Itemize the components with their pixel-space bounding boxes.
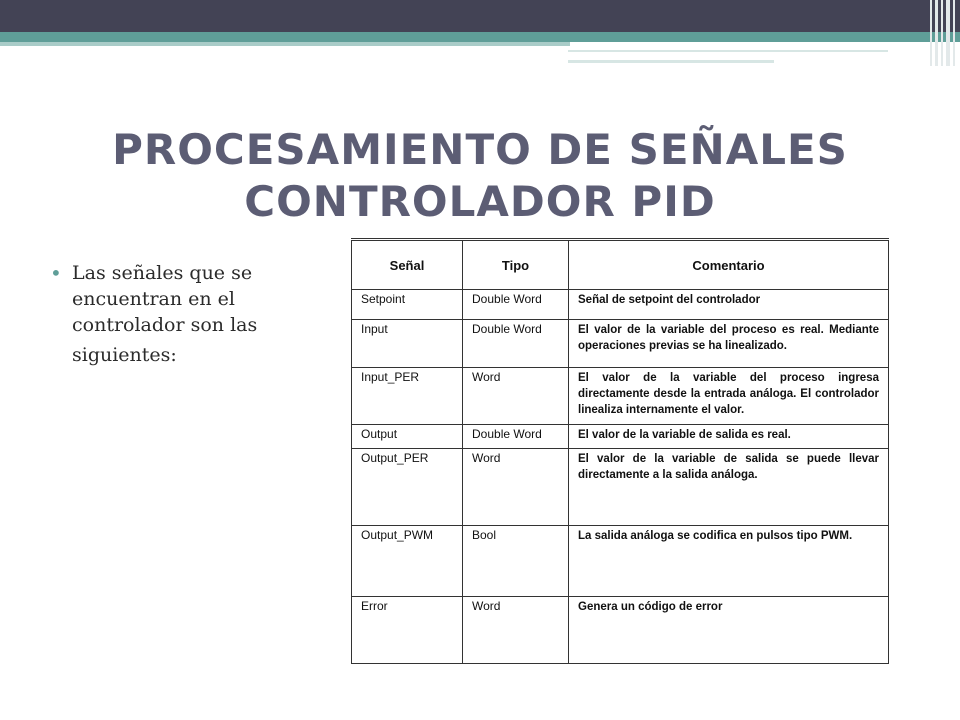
type-cell: Word bbox=[463, 368, 569, 425]
table-row bbox=[352, 449, 889, 526]
column-header-type: Tipo bbox=[463, 240, 569, 290]
signal-cell: Output_PWM bbox=[352, 526, 463, 597]
bullet-text-line: encuentran en el bbox=[72, 288, 236, 310]
table-row bbox=[352, 425, 889, 449]
slide-title-line2: CONTROLADOR PID bbox=[244, 177, 716, 226]
column-header-comment: Comentario bbox=[569, 240, 889, 290]
slide-title-line1: PROCESAMIENTO DE SEÑALES bbox=[112, 125, 848, 174]
slide-title bbox=[0, 124, 960, 228]
top-bar-line bbox=[568, 60, 774, 63]
type-cell: Word bbox=[463, 597, 569, 664]
comment-cell: Genera un código de error bbox=[569, 597, 889, 664]
type-cell: Double Word bbox=[463, 320, 569, 368]
bullet-text-line: Las señales que se bbox=[72, 262, 253, 284]
table-row bbox=[352, 597, 889, 664]
signal-cell: Output_PER bbox=[352, 449, 463, 526]
top-bar bbox=[0, 0, 960, 32]
signals-table-image bbox=[351, 238, 888, 674]
corner-stripes bbox=[926, 0, 960, 66]
comment-cell: El valor de la variable de salida se puede llevar directamente a la salida análoga. bbox=[569, 449, 889, 526]
comment-cell: El valor de la variable de salida es real. bbox=[569, 425, 889, 449]
top-bar-line bbox=[0, 42, 570, 46]
signal-cell: Output bbox=[352, 425, 463, 449]
comment-cell: El valor de la variable del proceso es real. Mediante operaciones previas se ha linealizado. bbox=[569, 320, 889, 368]
bullet-dot-icon: • bbox=[50, 261, 62, 285]
column-header-signal: Señal bbox=[352, 240, 463, 290]
type-cell: Word bbox=[463, 449, 569, 526]
table-row bbox=[352, 526, 889, 597]
bullet-text-line: controlador son las bbox=[72, 314, 258, 336]
type-cell: Double Word bbox=[463, 425, 569, 449]
top-bar-line bbox=[568, 50, 888, 52]
comment-cell: El valor de la variable del proceso ingresa directamente desde la entrada análoga. El controlador linealiza internamente el valor. bbox=[569, 368, 889, 425]
type-cell: Double Word bbox=[463, 290, 569, 320]
type-cell: Bool bbox=[463, 526, 569, 597]
top-bar-accent bbox=[0, 32, 960, 42]
table-row bbox=[352, 368, 889, 425]
comment-cell: La salida análoga se codifica en pulsos tipo PWM. bbox=[569, 526, 889, 597]
signal-cell: Error bbox=[352, 597, 463, 664]
table-row bbox=[352, 290, 889, 320]
table-row bbox=[352, 320, 889, 368]
signal-cell: Input_PER bbox=[352, 368, 463, 425]
bullet-item bbox=[50, 260, 320, 368]
signal-cell: Input bbox=[352, 320, 463, 368]
bullet-text bbox=[72, 260, 320, 368]
bullet-text-line: siguientes: bbox=[72, 344, 177, 366]
comment-cell: Señal de setpoint del controlador bbox=[569, 290, 889, 320]
signal-cell: Setpoint bbox=[352, 290, 463, 320]
signals-table bbox=[351, 238, 889, 664]
table-header-row bbox=[352, 240, 889, 290]
